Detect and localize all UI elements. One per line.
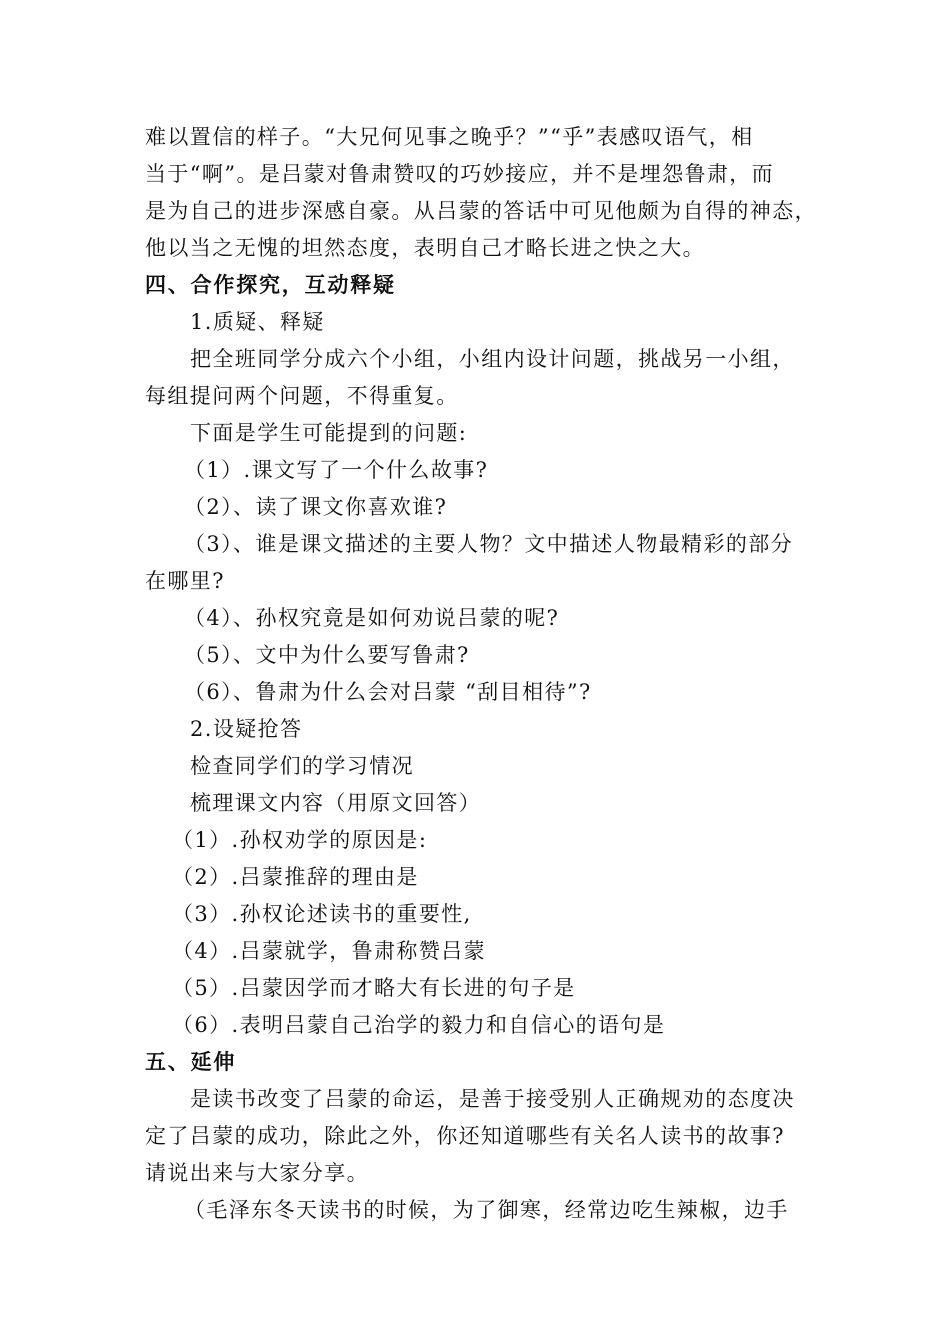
text-line: 下面是学生可能提到的问题: bbox=[190, 421, 468, 445]
answer-item: （3）.孙权论述读书的重要性, bbox=[172, 902, 472, 926]
question-item: （2）、读了课文你喜欢谁? bbox=[184, 495, 448, 519]
text-line: 定了吕蒙的成功，除此之外，你还知道哪些有关名人读书的故事? bbox=[145, 1124, 785, 1148]
answer-item: （4）.吕蒙就学，鲁肃称赞吕蒙 bbox=[172, 939, 487, 963]
question-item: （5）、文中为什么要写鲁肃? bbox=[184, 643, 470, 667]
question-item-continued: 在哪里? bbox=[145, 569, 225, 593]
question-item: （4）、孙权究竟是如何劝说吕蒙的呢? bbox=[184, 606, 560, 630]
section-heading: 五、延伸 bbox=[145, 1050, 237, 1074]
answer-item: （2）.吕蒙推辞的理由是 bbox=[172, 865, 419, 889]
subsection-title: 2.设疑抢答 bbox=[190, 717, 303, 741]
answer-item: （5）.吕蒙因学而才略大有长进的句子是 bbox=[172, 976, 576, 1000]
question-item: （6）、鲁肃为什么会对吕蒙 “刮目相待”? bbox=[184, 680, 592, 704]
text-line: 每组提问两个问题，不得重复。 bbox=[145, 384, 459, 408]
answer-item: （6）.表明吕蒙自己治学的毅力和自信心的语句是 bbox=[172, 1013, 666, 1037]
text-line: 难以置信的样子。“大兄何见事之晚乎？”“乎”表感叹语气，相 bbox=[145, 125, 754, 149]
text-line: 当于“啊”。是吕蒙对鲁肃赞叹的巧妙接应，并不是埋怨鲁肃，而 bbox=[145, 162, 775, 186]
answer-item: （1）.孙权劝学的原因是: bbox=[172, 828, 428, 852]
text-line: 检查同学们的学习情况 bbox=[190, 754, 414, 778]
text-line: 是读书改变了吕蒙的命运，是善于接受别人正确规劝的态度决 bbox=[190, 1087, 795, 1111]
section-heading: 四、合作探究，互动释疑 bbox=[145, 273, 396, 297]
subsection-title: 1.质疑、释疑 bbox=[190, 310, 325, 334]
text-line: 是为自己的进步深感自豪。从吕蒙的答话中可见他颇为自得的神态， bbox=[145, 199, 817, 223]
text-line: 他以当之无愧的坦然态度，表明自己才略长进之快之大。 bbox=[145, 236, 705, 260]
question-item: （3）、谁是课文描述的主要人物？文中描述人物最精彩的部分 bbox=[184, 532, 794, 556]
text-line: 请说出来与大家分享。 bbox=[145, 1161, 369, 1185]
text-line: （毛泽东冬天读书的时候，为了御寒，经常边吃生辣椒，边手 bbox=[184, 1198, 789, 1222]
text-line: 把全班同学分成六个小组，小组内设计问题，挑战另一小组， bbox=[190, 347, 795, 371]
question-item: （1）.课文写了一个什么故事? bbox=[184, 458, 489, 482]
text-line: 梳理课文内容（用原文回答） bbox=[190, 791, 482, 815]
